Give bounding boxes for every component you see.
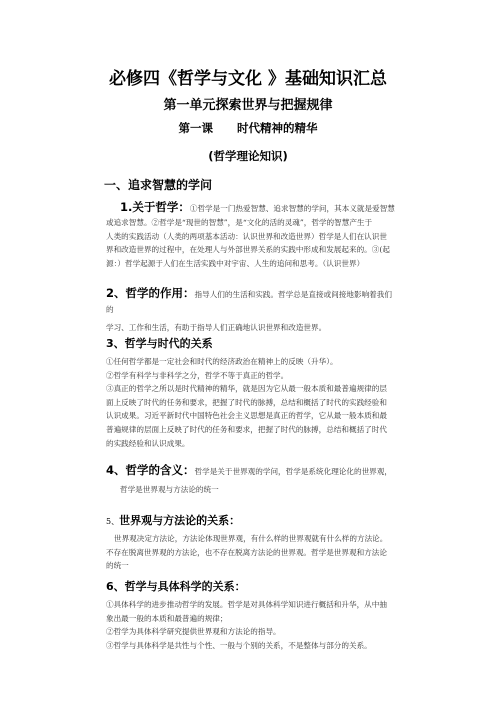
item-4-text-1: 哲学是关于世界观的学问，哲学是系统化理论化的世界观，	[194, 467, 392, 476]
lesson-number: 第一课	[178, 121, 213, 135]
item-6-line-3: ②哲学为具体科学研究提供世界观和方法论的指导。	[106, 627, 281, 637]
item-1	[106, 200, 396, 270]
item-2	[106, 286, 396, 335]
item-1-line-3: 人类的实践活动（人类的两项基本活动：认识世界和改造世界）哲学是人们在认识世	[106, 231, 387, 241]
item-3-line-1: ①任何哲学都是一定社会和时代的经济政治在精神上的反映（升华）。	[106, 357, 338, 366]
item-3-heading: 3、哲学与时代的关系	[106, 337, 213, 350]
item-5-heading	[106, 512, 396, 528]
item-5-line-3: 的统一	[106, 561, 129, 571]
item-1-line-5: 源：）哲学起源于人们在生活实践中对宇宙、人生的追问和思考。（认识世界）	[106, 258, 365, 268]
item-5-heading-text: 世界观与方法论的关系：	[119, 514, 241, 527]
item-3-line-3: ③真正的哲学之所以是时代精神的精华，就是因为它从最一般本质和最普遍规律的层	[106, 384, 387, 394]
item-4-heading: 4、哲学的含义：	[106, 463, 195, 477]
item-6-line-1: ①具体科学的进步推动哲学的发展。哲学是对具体科学知识进行概括和升华，从中抽	[106, 600, 387, 609]
item-1-line-2: 或追求智慧。②哲学是“现世的智慧”，是“文化的活的灵魂”，哲学的智慧产生于	[106, 218, 373, 227]
item-5-line-2: 不存在脱离世界观的方法论，也不存在脱离方法论的世界观。哲学是世界观和方法论	[106, 547, 387, 557]
item-4-line-1	[106, 463, 396, 479]
section-heading-1: 一、追求智慧的学问	[104, 178, 213, 192]
item-1-line-1	[106, 200, 396, 216]
item-6-line-2: 象出最一般的本质和最普遍的规律；	[106, 613, 228, 623]
item-5-line-1: 世界观决定方法论，方法论体现世界观，有什么样的世界观就有什么样的方法论。	[114, 534, 388, 543]
item-3-line-5: 认识成果。习近平新时代中国特色社会主义思想是真正的哲学，它从最一般本质和最	[106, 411, 387, 421]
item-1-text-1: ①哲学是一门热爱智慧、追求智慧的学问，其本义就是爱智慧	[189, 204, 395, 213]
document-title: 必修四《哲学与文化 》基础知识汇总	[109, 69, 387, 89]
item-5-number: 5、	[106, 517, 120, 526]
unit-title: 第一单元探索世界与把握规律	[163, 98, 333, 113]
item-3-line-2: ②哲学有科学与非科学之分，哲学不等于真正的哲学。	[106, 370, 289, 380]
item-2-heading: 2、哲学的作用：	[106, 286, 195, 300]
lesson-name: 时代精神的精华	[237, 121, 318, 135]
item-2-line-2: 学习、工作和生活，有助于指导人们正确地认识世界和改造世界。	[106, 323, 327, 332]
item-3-line-7: 的实践经验和认识成果。	[106, 438, 190, 448]
item-4-line-2: 哲学是世界观与方法论的统一	[120, 485, 219, 494]
item-3	[106, 335, 396, 450]
item-4	[106, 463, 396, 497]
item-6-heading: 6、哲学与具体科学的关系：	[106, 580, 246, 593]
item-1-heading: 1.关于哲学：	[120, 200, 190, 214]
item-5	[106, 512, 396, 573]
item-3-line-6: 普遍规律的层面上反映了时代的任务和要求，把握了时代的脉搏，总结和概括了时代	[106, 424, 387, 434]
item-3-line-4: 面上反映了时代的任务和要求，把握了时代的脉搏，总结和概括了时代的实践经验和	[106, 397, 387, 407]
item-1-line-4: 界和改造世界的过程中，在处理人与外部世界关系的实践中形成和发展起来的。③(起	[106, 245, 390, 255]
item-2-text-1: 指导人们的生活和实践。哲学总是直接或间接地影响着我们的	[106, 290, 392, 314]
lesson-title	[0, 120, 496, 136]
subtitle: (哲学理论知识)	[208, 149, 288, 163]
item-6-line-4: ③哲学与具体科学是共性与个性、一般与个别的关系，不是整体与部分的关系。	[106, 640, 372, 650]
item-6	[106, 578, 396, 652]
item-2-line-1	[106, 286, 396, 317]
